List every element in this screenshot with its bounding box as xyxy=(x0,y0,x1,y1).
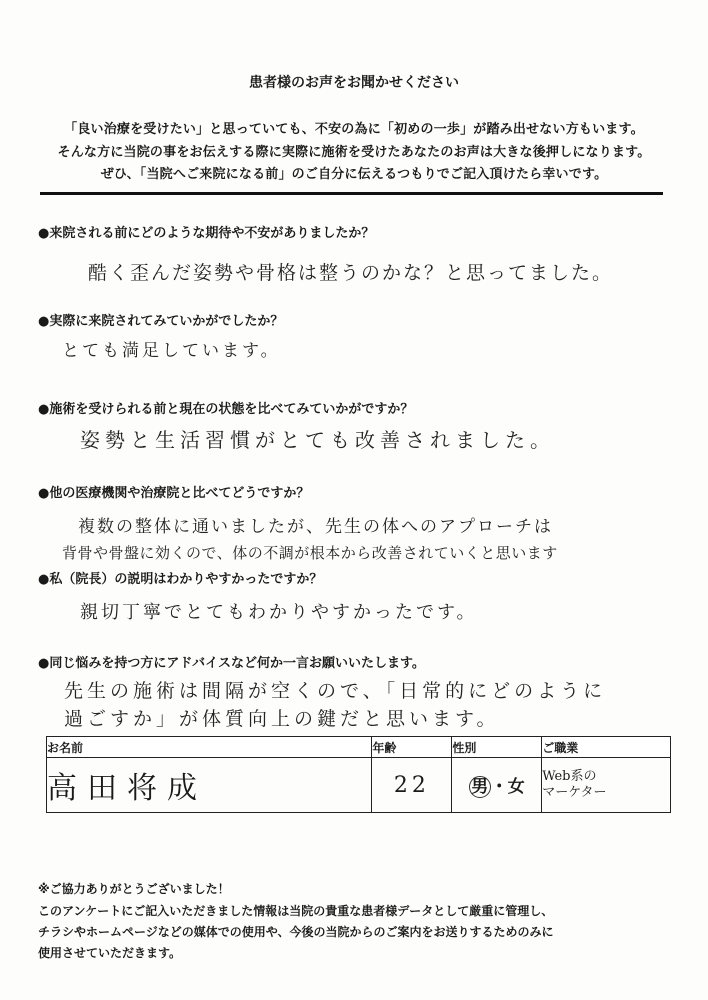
name-value: 高田将成 xyxy=(47,758,372,813)
question-1: ●来院される前にどのような期待や不安がありましたか？ xyxy=(38,226,375,241)
job-value xyxy=(542,758,671,813)
gender-label: 性別 xyxy=(452,737,542,758)
job-value-line-2: マーケター xyxy=(542,785,607,800)
gender-male-circled: 男 xyxy=(469,776,491,798)
survey-title: 患者様のお声をお聞かせください xyxy=(249,75,459,91)
gender-female: 女 xyxy=(507,777,525,797)
footer-line-3: 使用させていただきます。 xyxy=(38,946,182,960)
answer-3: 姿勢と生活習慣がとても改善されました。 xyxy=(80,428,555,452)
footer-line-2: チラシやホームページなどの媒体での使用や、今後の当院からのご案内をお送りするためのみに xyxy=(38,925,554,939)
question-5: ●私（院長）の説明はわかりやすかったですか？ xyxy=(38,572,323,587)
job-value-line-1: Web系の xyxy=(542,769,597,784)
name-label: お名前 xyxy=(47,737,372,758)
answer-5: 親切丁寧でとてもわかりやすかったです。 xyxy=(80,602,478,623)
answer-4-line-1: 複数の整体に通いましたが、先生の体へのアプローチは xyxy=(78,517,553,537)
answer-4-line-2: 背骨や骨盤に効くので、体の不調が根本から改善されていくと思います xyxy=(62,544,558,562)
gender-separator: ・ xyxy=(490,777,508,797)
age-label: 年齢 xyxy=(372,737,452,758)
footer-line-1: このアンケートにご記入いただきました情報は当院の貴重な患者様データとして厳重に管理し、 xyxy=(38,904,554,918)
question-6: ●同じ悩みを持つ方にアドバイスなど何か一言お願いいたします。 xyxy=(38,656,425,671)
intro-line-3: ぜひ、「当院へご来院になる前」のご自分に伝えるつもりでご記入頂けたら幸いです。 xyxy=(100,167,608,182)
job-label: ご職業 xyxy=(542,737,671,758)
question-2: ●実際に来院されてみていかがでしたか？ xyxy=(38,314,284,329)
intro-line-1: 「良い治療を受けたい」と思っていても、不安の為に「初めの一歩」が踏み出せない方もいます。 xyxy=(64,122,644,137)
age-value: 22 xyxy=(372,758,452,813)
question-4: ●他の医療機関や治療院と比べてどうですか？ xyxy=(38,486,310,501)
patient-info-table xyxy=(46,736,671,813)
footer-thanks: ※ご協力ありがとうございました！ xyxy=(38,882,230,896)
answer-6-line-2: 過ごすか」が体質向上の鍵だと思います。 xyxy=(64,708,500,730)
answer-2: とても満足しています。 xyxy=(62,341,281,361)
divider xyxy=(40,192,663,195)
gender-value xyxy=(452,758,542,813)
answer-1: 酷く歪んだ姿勢や骨格は整うのかな？と思ってました。 xyxy=(88,262,614,284)
question-3: ●施術を受けられる前と現在の状態を比べてみていかがですか？ xyxy=(38,402,414,417)
intro-line-2: そんな方に当院の事をお伝えする際に実際に施術を受けたあなたのお声は大きな後押しになります。 xyxy=(57,145,651,160)
answer-6-line-1: 先生の施術は間隔が空くので、「日常的にどのように xyxy=(64,680,607,702)
